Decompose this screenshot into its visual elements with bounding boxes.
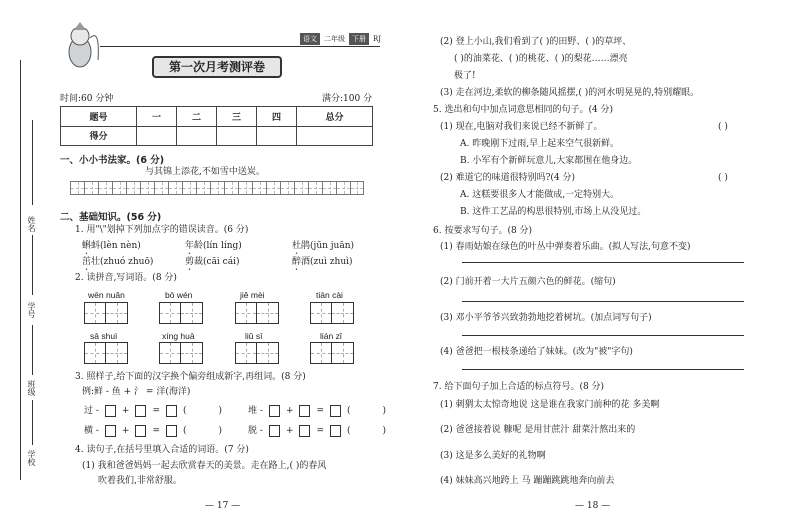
score-input-cell[interactable] [136,126,176,146]
q3-title: 3. 照样子,给下面的汉字换个偏旁组成新字,再组词。(8 分) [75,372,306,382]
answer-line[interactable] [462,262,744,263]
q6-item: (2) 门前开着一大片五颜六色的鲜花。(缩句) [440,277,616,287]
header-tags [300,33,381,45]
answer-box[interactable] [299,405,310,417]
writing-grid[interactable] [84,342,128,364]
q6-item: (4) 爸爸把一根枝条递给了妹妹。(改为"被"字句) [440,347,633,357]
q4-part2-line1: (2) 登上小山,我们看到了( )的田野、( )的草坪、 [440,37,632,47]
section2-title: 二、基础知识。(56 分) [60,212,162,223]
answer-box[interactable] [105,425,116,437]
q1-item[interactable]: 剪裁(cāi cái) [185,257,240,267]
writing-grid[interactable] [235,302,279,324]
q6-item: (1) 春雨姑娘在绿色的叶丛中弹奏着乐曲。(拟人写法,句意不变) [440,242,691,252]
writing-grid[interactable] [84,302,128,324]
q7-item: (4) 妹妹高兴地跨上 马 蹦蹦跳跳地奔向前去 [440,476,615,486]
q1-item[interactable]: 茁壮(zhuó zhuō) [82,257,154,267]
writing-grid[interactable] [159,342,203,364]
answer-box[interactable] [166,405,177,417]
q2-title: 2. 读拼音,写词语。(8 分) [75,273,177,283]
score-input-cell[interactable] [176,126,216,146]
q5-title: 5. 选出和句中加点词意思相同的句子。(4 分) [433,105,614,115]
q1-item[interactable]: 醉酒(zuì zhuì) [292,257,353,267]
tag-subject: 语文 [300,33,320,45]
score-row-label: 得分 [61,126,137,146]
name-label: 姓名 [27,216,36,232]
pinyin-label: sā shuì [90,331,118,341]
score-header-cell: 题号 [61,107,137,127]
pinyin-label: bō wén [165,290,193,300]
answer-box[interactable] [299,425,310,437]
score-input-cell[interactable] [216,126,256,146]
time-label: 时间:60 分钟 [60,94,114,104]
option-text: A. 昨晚刚下过雨,早上起来空气很新鲜。 [460,139,620,149]
page-title: 第一次月考测评卷 [168,60,265,74]
answer-box[interactable] [135,405,146,417]
section1-title: 一、小小书法家。(6 分) [60,155,165,166]
pinyin-label: tiān cài [316,290,343,300]
writing-grid[interactable] [159,302,203,324]
mascot [60,20,100,72]
q7-item: (3) 这是多么美好的礼物啊 [440,451,546,461]
q4-part2-line3: 极了! [454,71,476,81]
answer-box[interactable] [166,425,177,437]
score-header-cell: 三 [216,107,256,127]
school-label: 学校 [27,450,36,466]
q5-sentence: (1) 现在,电脑对我们来说已经不新鲜了。 [440,122,603,132]
q1-title: 1. 用"\"划掉下列加点字的错误读音。(6 分) [75,225,249,235]
answer-box[interactable] [135,425,146,437]
q7-item: (2) 爸爸接着说 糠呢 是用甘蔗汁 甜菜汁熬出来的 [440,425,636,435]
q4-line1: (1) 我和爸爸妈妈一起去欣赏春天的美景。走在路上,( )的春风 [82,461,327,471]
page-number-left: — 17 — [205,501,241,511]
option-text: B. 小军有个新鲜玩意儿,大家都围在他身边。 [460,156,638,166]
pinyin-label: jiě mèi [240,290,265,300]
option-text: A. 这糕要很多人才能做成,一定特别大。 [460,190,620,200]
q3-example: 例:鲜 - 鱼 + 氵 = 洋(海洋) [82,387,191,397]
answer-line[interactable] [462,335,744,336]
pinyin-label: xíng huā [162,331,195,341]
calligraphy-text: 与其锦上添花,不如雪中送炭。 [145,167,265,177]
score-input-cell[interactable] [256,126,296,146]
score-table [60,106,373,146]
score-header-cell: 总分 [296,107,372,127]
pinyin-label: wēn nuǎn [88,290,125,300]
answer-box[interactable] [105,405,116,417]
q1-item[interactable]: 蝌蚪(lèn nèn) [82,241,141,251]
tag-volume: 下册 [349,33,369,45]
q7-title: 7. 给下面句子加上合适的标点符号。(8 分) [433,382,605,392]
answer-paren[interactable]: ( ) [718,122,728,132]
tag-edition: RJ [373,35,382,43]
answer-box[interactable] [330,425,341,437]
answer-paren[interactable]: ( ) [718,173,728,183]
q4-part3: (3) 走在河边,柔软的柳条随风摇摆,( )的河水明晃晃的,特别耀眼。 [440,88,700,98]
number-label: 学号 [27,302,36,318]
q4-line2: 吹着我们,非常舒服。 [98,476,182,486]
class-label: 班级 [27,380,36,396]
cut-line [20,60,21,480]
answer-box[interactable] [269,405,280,417]
q6-item: (3) 邓小平爷爷兴致勃勃地挖着树坑。(加点词写句子) [440,313,652,323]
answer-line[interactable] [462,301,744,302]
score-header-cell: 二 [176,107,216,127]
q6-title: 6. 按要求写句子。(8 分) [433,226,533,236]
option-text: B. 这件工艺品的构思很特别,市场上从没见过。 [460,207,647,217]
pinyin-label: lián zǐ [320,331,342,341]
q7-item: (1) 刺猬太太惊奇地说 这是谁在我家门前种的花 多美啊 [440,400,660,410]
title-banner [152,56,282,78]
header-rule [100,46,380,47]
q3-row: 过 - + = ( ) 堆 - + = ( ) [84,406,387,416]
calligraphy-grid[interactable] [70,181,364,195]
q4-part2-line2: ( )的油菜花、( )的桃花、( )的梨花……漂亮 [454,54,628,64]
page-number-right: — 18 — [575,501,611,511]
pinyin-label: liǔ sī [245,331,263,341]
q3-row: 横 - + = ( ) 脱 - + = ( ) [84,426,387,436]
q4-title: 4. 读句子,在括号里填入合适的词语。(7 分) [75,445,249,455]
binding-strip [6,40,36,510]
writing-grid[interactable] [310,302,354,324]
writing-grid[interactable] [235,342,279,364]
q5-sentence: (2) 难道它的味道很特别吗?(4 分) [440,173,576,183]
score-header-cell: 一 [136,107,176,127]
score-input-cell[interactable] [296,126,372,146]
tag-grade: 二年级 [324,35,345,43]
score-header-cell: 四 [256,107,296,127]
writing-grid[interactable] [310,342,354,364]
q1-item[interactable]: 年龄(lín líng) [185,241,242,251]
answer-box[interactable] [269,425,280,437]
q1-item[interactable]: 杜鹃(jūn juān) [292,241,355,251]
full-score-label: 满分:100 分 [322,94,373,104]
answer-line[interactable] [462,369,744,370]
answer-box[interactable] [330,405,341,417]
